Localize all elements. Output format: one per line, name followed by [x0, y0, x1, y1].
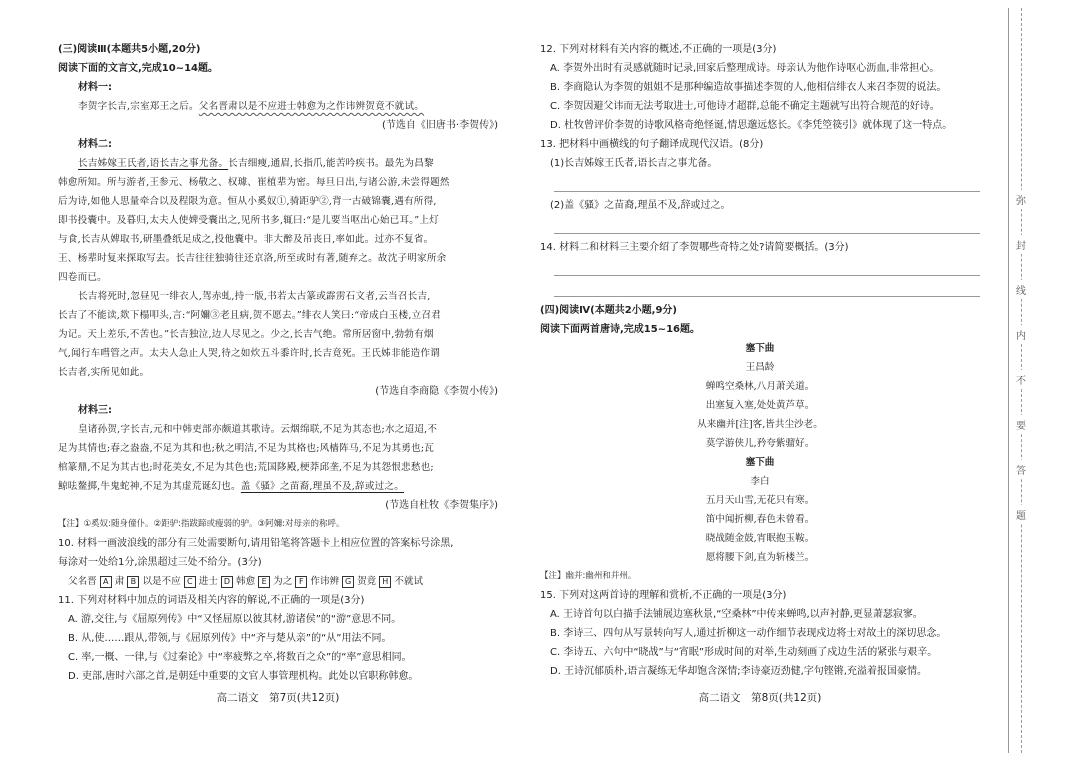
underlined-sentence-1: 长吉姊嫁王氏者,语长吉之事尤备。 [78, 158, 229, 169]
q10-segment: 以是不应 [142, 576, 181, 587]
seal-char: 答 [1016, 460, 1026, 479]
material-3-line-4-a: 鲸呿鳌掷,牛鬼蛇神,不足为其虚荒诞幻也。 [58, 481, 241, 492]
q12-option-b: B. 李商隐认为李贺的姐姐不是那种编造故事描述李贺的人,他相信绯衣人来召李贺的说法。 [550, 82, 947, 93]
q10-box-e[interactable]: E [258, 576, 270, 588]
question-11: 11. 下列对材料中加点的词语及相关内容的解说,不正确的一项是(3分) [58, 595, 365, 606]
material-3-line-2: 足为其情也;春之盎盎,不足为其和也;秋之明洁,不足为其格也;风樯阵马,不足为其勇也;瓦 [58, 443, 435, 454]
question-10-line-1: 10. 材料一画波浪线的部分有三处需要断句,请用铅笔将答题卡上相应位置的答案标号涂黑, [58, 538, 454, 549]
poem-1-line: 从来幽并[注]客,皆共尘沙老。 [697, 419, 823, 430]
material-2-line-10: 为记。天上差乐,不苦也。”长吉独泣,边人尽见之。少之,长吉气绝。常所居窗中,勃勃有烟 [58, 329, 434, 340]
q13-part-2: (2)盖《骚》之苗裔,理虽不及,辞或过之。 [550, 200, 731, 211]
material-3-line-4 [58, 477, 498, 496]
q10-segment: 肃 [114, 576, 125, 587]
poem-1-line: 莫学游侠儿,矜夸紫骝好。 [705, 438, 815, 449]
q10-box-c[interactable]: C [184, 576, 196, 588]
question-12: 12. 下列对材料有关内容的概述,不正确的一项是(3分) [540, 44, 777, 55]
seal-line-text [1011, 190, 1031, 524]
page-footer-left: 高二语文 第7页(共12页) [216, 692, 340, 704]
question-14: 14. 材料二和材料三主要介绍了李贺哪些奇特之处?请简要概括。(3分) [540, 242, 849, 253]
poem-2-line: 愿将腰下剑,直为斩楼兰。 [705, 552, 815, 563]
seal-char: 内 [1016, 325, 1026, 344]
poem-1-line: 出塞复入塞,处处黄芦草。 [705, 400, 815, 411]
question-15: 15. 下列对这两首诗的理解和赏析,不正确的一项是(3分) [540, 590, 787, 601]
material-2-line-4: 即书投囊中。及暮归,太夫人使婢受囊出之,见所书多,辄曰:“是儿要当呕出心始已耳。”上灯 [58, 215, 439, 226]
section-4-header: (四)阅读Ⅳ(本题共2小题,9分) [540, 305, 677, 316]
q10-box-d[interactable]: D [221, 576, 233, 588]
q11-option-b: B. 从,使……跟从,带领,与《屈原列传》中“齐与楚从亲”的“从”用法不同。 [68, 633, 392, 644]
material-1-title: 材料一: [78, 82, 112, 93]
poem-2-line: 笛中闻折柳,春色未曾看。 [705, 514, 815, 525]
material-1-wavy-text: 父名晋肃以是不应进士韩愈为之作讳辨贺竟不就试。 [198, 101, 425, 112]
page-footer-right: 高二语文 第8页(共12页) [698, 692, 822, 704]
poem-note: 【注】幽并:幽州和并州。 [540, 571, 637, 581]
q15-option-c: C. 李诗五、六句中“晓战”与“宵眠”形成时间的对举,生动刻画了戍边生活的紧张与艰辛。 [550, 647, 938, 658]
poem-1-title: 塞下曲 [745, 343, 775, 354]
poem-2-author: 李白 [750, 476, 770, 487]
q15-option-a: A. 王诗首句以白描手法铺展边塞秋景,“空桑林”中传来蝉鸣,以声衬静,更显萧瑟寂寥。 [550, 609, 923, 620]
material-3-source: (节选自杜牧《李贺集序》) [385, 500, 498, 511]
material-2-line-5: 与食,长吉从婢取书,研墨叠纸足成之,投他囊中。非大醉及吊丧日,率如此。过亦不复省。 [58, 234, 434, 245]
material-2-line-9: 长吉了不能读,欻下榻叩头,言:“阿嬭③老且病,贺不愿去。”绯衣人笑曰:“帝成白玉楼,立召君 [58, 310, 441, 321]
q14-answer-line-1[interactable] [554, 259, 980, 276]
q13-answer-line-1[interactable] [554, 175, 980, 192]
q10-box-b[interactable]: B [127, 576, 139, 588]
q10-segment: 韩愈 [235, 576, 256, 587]
material-2-line-3: 后为诗,如他人思量牵合以及程限为意。恒从小奚奴①,骑距驴②,背一古破锦囊,遇有所得, [58, 196, 437, 207]
q10-box-h[interactable]: H [379, 576, 391, 588]
material-2-line-11: 气,闻行车嘒管之声。太夫人急止人哭,待之如炊五斗黍许时,长吉竟死。王氏姊非能造作谓 [58, 348, 440, 359]
q10-box-a[interactable]: A [100, 576, 112, 588]
material-2-source: (节选自李商隐《李贺小传》) [375, 386, 498, 397]
q12-option-a: A. 李贺外出时有灵感就随时记录,回家后整理成诗。母亲认为他作诗呕心沥血,非常担心。 [550, 63, 940, 74]
q10-box-g[interactable]: G [342, 576, 354, 588]
right-page [540, 40, 980, 681]
section-header: (三)阅读Ⅲ(本题共5小题,20分) [58, 44, 201, 55]
q10-segment: 进士 [198, 576, 218, 587]
poem-2-line: 五月天山雪,无花只有寒。 [705, 495, 815, 506]
material-2-line-12: 长吉者,实所见如此。 [58, 367, 150, 378]
question-10-line-2: 每涂对一处给1分,涂黑超过三处不给分。(3分) [58, 557, 262, 568]
q10-segment: 不就试 [394, 576, 424, 587]
q15-option-d: D. 王诗沉郁质朴,语言凝练无华却饱含深情;李诗豪迈劲健,字句铿锵,充溢着报国豪情。 [550, 666, 927, 677]
q14-answer-line-2[interactable] [554, 280, 980, 297]
material-2-line-1-rest: 长吉细瘦,通眉,长指爪,能苦吟疾书。最先为昌黎 [228, 158, 434, 169]
q10-segment: 为之 [273, 576, 293, 587]
q13-answer-line-2[interactable] [554, 217, 980, 234]
material-3-line-1: 皇诸孙贺,字长吉,元和中韩吏部亦颇道其歌诗。云烟绵联,不足为其态也;水之迢迢,不 [78, 424, 438, 435]
q10-segment: 父名晋 [68, 576, 97, 587]
poem-2-line: 晓战随金鼓,宵眠抱玉鞍。 [705, 533, 815, 544]
material-2-line-7: 四卷而已。 [58, 272, 107, 283]
material-2-title: 材料二: [78, 139, 112, 150]
q15-option-b: B. 李诗三、四句从写景转向写人,通过折柳这一动作细节表现戍边将士对故土的深切思念。 [550, 628, 947, 639]
material-1-source: (节选自《旧唐书·李贺传》) [382, 120, 498, 131]
left-page [58, 40, 498, 686]
q10-box-f[interactable]: F [295, 576, 307, 588]
q11-option-c: C. 率,一概、一律,与《过秦论》中“率疲弊之卒,将数百之众”的“率”意思相同。 [68, 652, 412, 663]
underlined-sentence-2: 盖《骚》之苗裔,理虽不及,辞或过之。 [240, 481, 404, 492]
material-2-line-8: 长吉将死时,忽昼见一绯衣人,驾赤虬,持一版,书若太古篆或霹雳石文者,云当召长吉, [78, 291, 431, 302]
question-13: 13. 把材料中画横线的句子翻译成现代汉语。(8分) [540, 139, 764, 150]
q10-segment: 贺竟 [357, 576, 377, 587]
seal-char: 弥 [1016, 190, 1026, 209]
material-3-line-3: 棺篆鼎,不足为其古也;时花美女,不足为其色也;荒国陊殿,梗莽邱垄,不足为其怨恨悲愁也; [58, 462, 434, 473]
section-4-instruction: 阅读下面两首唐诗,完成15~16题。 [540, 324, 701, 335]
poem-2-title: 塞下曲 [745, 457, 775, 468]
q12-option-d: D. 杜牧曾评价李贺的诗歌风格奇绝怪诞,情思邈远悠长。《李凭箜篌引》就体现了这一特点。 [550, 120, 953, 131]
annotation-note: 【注】①奚奴:随身僮仆。②距驴:指跋蹄或瘦弱的驴。③阿嬭:对母亲的称呼。 [58, 519, 345, 529]
seal-char: 题 [1016, 505, 1026, 524]
q13-part-1: (1)长吉姊嫁王氏者,语长吉之事尤备。 [550, 158, 718, 169]
seal-char: 不 [1016, 370, 1026, 389]
q11-option-d: D. 吏部,唐时六部之首,是朝廷中重要的文官人事管理机构。此处以官职称韩愈。 [68, 671, 419, 682]
poem-1-author: 王昌龄 [745, 362, 775, 373]
instruction: 阅读下面的文言文,完成10~14题。 [58, 63, 219, 74]
q12-option-c: C. 李贺因避父讳而无法考取进士,可他诗才超群,总能不确定主题就写出符合规范的好诗。 [550, 101, 940, 112]
q10-segment: 作讳辨 [310, 576, 340, 587]
poem-1-line: 蝉鸣空桑林,八月萧关道。 [705, 381, 815, 392]
material-2-line-6: 王、杨辈时复来探取写去。长吉往往独骑往还京洛,所至或时有著,随弃之。故沈子明家所余 [58, 253, 447, 264]
question-10-answer-boxes [58, 572, 498, 591]
seal-char: 线 [1016, 280, 1026, 299]
seal-char: 封 [1016, 235, 1026, 254]
material-2-line-1 [58, 154, 498, 173]
q11-option-a: A. 游,交往,与《屈原列传》中“又怪屈原以彼其材,游诸侯”的“游”意思不同。 [68, 614, 402, 625]
seal-char: 要 [1016, 415, 1026, 434]
material-2-line-2: 韩愈所知。所与游者,王参元、杨敬之、权璩、崔植辈为密。每旦日出,与诸公游,未尝得题然 [58, 177, 450, 188]
material-1-text [58, 97, 498, 116]
material-3-title: 材料三: [78, 405, 112, 416]
material-1-text-a: 李贺字长吉,宗室郑王之后。 [78, 101, 199, 112]
